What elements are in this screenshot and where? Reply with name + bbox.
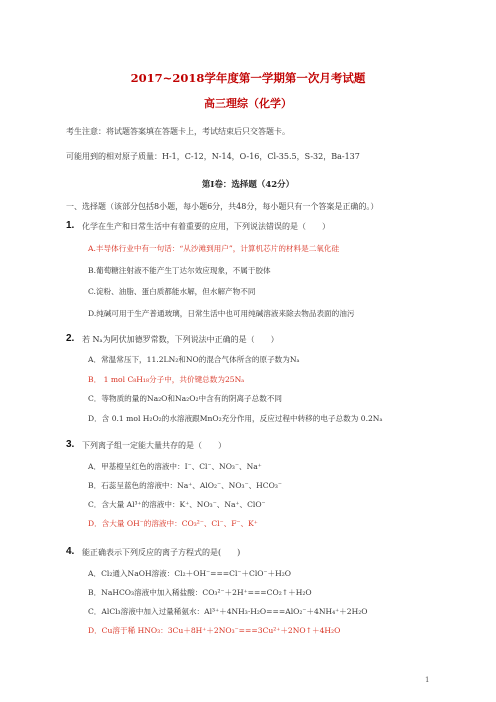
- question-2-option-a: A．常温常压下，11.2LN₂和NO的混合气体所含的原子数为Nₐ: [88, 355, 300, 364]
- question-1-option-d: D.纯碱可用于生产普通玻璃，日常生活中也可用纯碱溶液来除去物品表面的油污: [88, 309, 355, 318]
- question-4-option-d: D．Cu溶于稀 HNO₃：3Cu＋8H⁺＋2NO₃⁻===3Cu²⁺＋2NO↑＋4H₂O: [88, 626, 341, 635]
- question-1-stem: 化学在生产和日常生活中有着重要的应用，下列说法错误的是（ ）: [82, 222, 330, 231]
- page-number: 1: [425, 676, 430, 684]
- question-4-option-c: C．AlCl₃溶液中加入过量稀氨水：Al³⁺＋4NH₃·H₂O===AlO₂⁻＋4NH₄⁺＋2H₂O: [88, 607, 368, 616]
- question-3-option-d: D．含大量 OH⁻的溶液中：CO₃²⁻、Cl⁻、F⁻、K⁺: [88, 519, 258, 528]
- question-2-option-c: C．等物质的量的Na₂O和Na₂O₂中含有的阴离子总数不同: [88, 394, 283, 403]
- question-2-number: 2.: [66, 333, 75, 344]
- question-4-option-a: A．Cl₂通入NaOH溶液：Cl₂＋OH⁻===Cl⁻＋ClO⁻＋H₂O: [88, 569, 291, 578]
- question-1-option-a: A.丰导体行业中有一句话：“从沙滩到用户”，计算机芯片的材料是二氧化硅: [88, 244, 340, 253]
- question-4-stem: 能正确表示下列反应的离子方程式的是( ): [82, 548, 241, 557]
- question-2-option-d: D．含 0.1 mol H₂O₂的水溶液跟MnO₂充分作用，反应过程中转移的电子总数为 0.2Nₐ: [88, 414, 383, 423]
- question-3-option-a: A．甲基橙呈红色的溶液中：I⁻、Cl⁻、NO₃⁻、Na⁺: [88, 462, 262, 471]
- question-3-option-c: C．含大量 Al³⁺的溶液中：K⁺、NO₃⁻、Na⁺、ClO⁻: [88, 500, 266, 509]
- section-title: 第Ⅰ卷：选择题（42分）: [201, 180, 295, 190]
- question-4-number: 4.: [66, 546, 75, 557]
- section-intro: 一、选择题（该部分包括8小题，每小题6分，共48分，每小题只有一个答案是正确的。）: [66, 202, 379, 211]
- question-1-number: 1.: [66, 220, 75, 231]
- subtitle: 高三理综（化学）: [204, 97, 292, 110]
- question-3-number: 3.: [66, 439, 75, 450]
- atomic-mass-note: 可能用到的相对原子质量：H-1，C-12，N-14，O-16，Cl-35.5，S-32，Ba-137: [66, 152, 360, 161]
- question-3-option-b: B．石蕊呈蓝色的溶液中：Na⁺、AlO₂⁻、NO₃⁻、HCO₃⁻: [88, 481, 282, 490]
- question-2-option-b: B． 1 mol C₈H₁₈分子中，共价键总数为25Nₐ: [88, 375, 245, 384]
- question-1-option-c: C.淀粉、油脂、蛋白质都能水解，但水解产物不同: [88, 287, 256, 296]
- question-4-option-b: B．NaHCO₃溶液中加入稀盐酸：CO₃²⁻＋2H⁺===CO₂↑＋H₂O: [88, 588, 312, 597]
- title: 2017~2018学年度第一学期第一次月考试题: [130, 71, 366, 85]
- question-3-stem: 下列离子组一定能大量共存的是（ ）: [82, 441, 226, 450]
- question-1-option-b: B.葡萄糖注射液不能产生丁达尔效应现象，不属于胶体: [88, 266, 271, 275]
- exam-note: 考生注意：将试题答案填在答题卡上，考试结束后只交答题卡。: [66, 127, 290, 136]
- question-2-stem: 若 Nₐ为阿伏加德罗常数，下列说法中正确的是（ ）: [82, 335, 279, 344]
